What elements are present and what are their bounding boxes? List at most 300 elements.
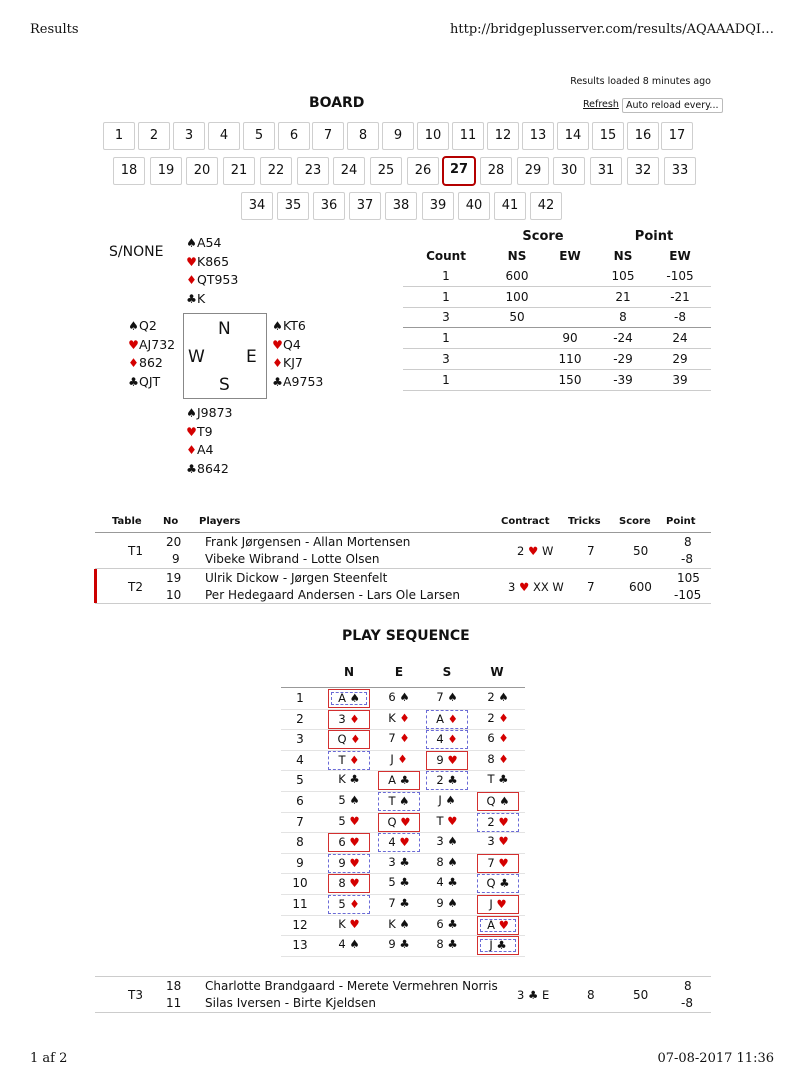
contract: 2 ♥ W bbox=[517, 544, 554, 558]
card-rank: A bbox=[338, 691, 346, 705]
col-no-header: No bbox=[163, 516, 179, 527]
east-clubs: A9753 bbox=[283, 373, 324, 389]
played-card-s bbox=[426, 710, 468, 729]
played-card-n bbox=[328, 771, 370, 790]
board-button-31[interactable]: 31 bbox=[590, 157, 622, 185]
card-rank: 2 bbox=[487, 710, 495, 725]
col-e-header: E bbox=[394, 665, 404, 679]
card-rank: 9 bbox=[388, 937, 396, 952]
heart-icon: ♥ bbox=[396, 814, 411, 829]
board-button-12[interactable]: 12 bbox=[487, 122, 519, 150]
card-rank: A bbox=[436, 711, 444, 726]
ew-point-cell: -21 bbox=[670, 289, 690, 304]
played-card-s bbox=[426, 936, 468, 955]
trick-number: 4 bbox=[296, 752, 304, 767]
players-ns: Frank Jørgensen - Allan Mortensen bbox=[205, 535, 411, 549]
spade-icon: ♠ bbox=[495, 794, 510, 808]
board-button-41[interactable]: 41 bbox=[494, 192, 526, 220]
col-table-header: Table bbox=[112, 516, 142, 527]
trick-number: 2 bbox=[296, 711, 304, 726]
played-card-s bbox=[426, 792, 468, 811]
diamond-icon: ♦ bbox=[443, 711, 458, 726]
club-icon: ♣ bbox=[443, 916, 458, 931]
heart-icon: ♥ bbox=[128, 337, 139, 352]
trick-number: 7 bbox=[296, 814, 304, 829]
heart-icon: ♥ bbox=[492, 897, 507, 911]
north-clubs: K bbox=[197, 290, 206, 306]
card-rank: J bbox=[489, 938, 493, 953]
spade-icon: ♠ bbox=[395, 690, 410, 704]
west-spades: Q2 bbox=[139, 318, 157, 333]
compass-east: E bbox=[246, 347, 257, 367]
ns-score-cell: 50 bbox=[509, 310, 525, 325]
count-cell: 1 bbox=[442, 372, 450, 387]
spade-icon: ♠ bbox=[441, 793, 456, 807]
north-diamonds: QT953 bbox=[197, 272, 239, 287]
count-cell: 1 bbox=[442, 331, 450, 346]
north-spades: A54 bbox=[197, 235, 222, 250]
diamond-icon: ♦ bbox=[345, 752, 360, 767]
card-rank: 7 bbox=[388, 896, 396, 910]
play-sequence-title: PLAY SEQUENCE bbox=[342, 628, 470, 644]
spade-icon: ♠ bbox=[186, 406, 197, 420]
ew-point-cell: -105 bbox=[666, 269, 694, 283]
heart-icon: ♥ bbox=[345, 876, 360, 891]
heart-icon: ♥ bbox=[186, 424, 197, 439]
diamond-icon: ♦ bbox=[494, 731, 509, 746]
col-w-header: W bbox=[490, 665, 504, 679]
board-button-29[interactable]: 29 bbox=[517, 157, 549, 185]
point-ew: -105 bbox=[674, 588, 702, 602]
card-rank: 9 bbox=[436, 752, 444, 767]
board-button-3[interactable]: 3 bbox=[173, 122, 205, 150]
played-card-e bbox=[378, 689, 420, 708]
card-rank: K bbox=[388, 916, 396, 931]
card-rank: 5 bbox=[338, 813, 346, 828]
diamond-icon: ♦ bbox=[128, 356, 139, 370]
trick-number: 9 bbox=[296, 855, 304, 870]
ns-score-header: NS bbox=[507, 249, 527, 263]
club-icon: ♣ bbox=[443, 937, 458, 952]
spade-icon: ♠ bbox=[345, 937, 360, 952]
card-rank: 4 bbox=[436, 875, 444, 890]
played-card-s bbox=[426, 813, 468, 832]
played-card-s bbox=[426, 854, 468, 873]
board-button-20[interactable]: 20 bbox=[186, 157, 218, 185]
played-card-n bbox=[328, 854, 370, 873]
card-rank: 3 bbox=[436, 834, 444, 849]
club-icon: ♣ bbox=[272, 374, 283, 389]
card-rank: J bbox=[438, 793, 442, 807]
card-rank: K bbox=[338, 772, 346, 787]
ns-point-cell: -29 bbox=[613, 351, 633, 366]
heart-icon: ♥ bbox=[345, 855, 360, 870]
pair-no-ns: 18 bbox=[166, 979, 182, 993]
tricks: 7 bbox=[587, 544, 595, 558]
played-card-n bbox=[328, 916, 370, 935]
diamond-icon: ♦ bbox=[443, 732, 458, 747]
diamond-icon: ♦ bbox=[272, 356, 283, 370]
heart-icon: ♥ bbox=[494, 814, 509, 829]
diamond-icon: ♦ bbox=[494, 710, 509, 725]
played-card-n bbox=[328, 936, 370, 955]
west-diamonds: 862 bbox=[139, 355, 163, 370]
tricks: 7 bbox=[587, 580, 595, 594]
card-rank: 2 bbox=[487, 690, 495, 704]
ew-score-cell: 110 bbox=[558, 351, 582, 366]
board-button-33[interactable]: 33 bbox=[664, 157, 696, 185]
spade-icon: ♠ bbox=[345, 691, 360, 705]
west-hearts: AJ732 bbox=[139, 336, 176, 352]
heart-icon: ♥ bbox=[345, 916, 360, 931]
board-button-35[interactable]: 35 bbox=[277, 192, 309, 220]
contract: 3 ♥ XX W bbox=[508, 580, 564, 594]
played-card-s bbox=[426, 771, 468, 790]
board-button-10[interactable]: 10 bbox=[417, 122, 449, 150]
played-card-n bbox=[328, 833, 370, 852]
board-button-28[interactable]: 28 bbox=[480, 157, 512, 185]
ew-score-cell: 90 bbox=[562, 331, 578, 346]
board-button-32[interactable]: 32 bbox=[627, 157, 659, 185]
played-card-n bbox=[328, 874, 370, 893]
played-card-s bbox=[426, 874, 468, 893]
card-rank: 2 bbox=[436, 773, 444, 788]
card-rank: T bbox=[388, 794, 396, 808]
heart-icon: ♥ bbox=[272, 337, 283, 352]
card-rank: Q bbox=[486, 876, 496, 891]
ns-point-cell: 8 bbox=[619, 310, 627, 325]
card-rank: 7 bbox=[436, 690, 444, 704]
south-hearts: T9 bbox=[197, 423, 213, 439]
east-diamonds: KJ7 bbox=[283, 355, 303, 370]
col-players-header: Players bbox=[199, 516, 241, 527]
played-card-n bbox=[328, 730, 370, 749]
card-rank: 4 bbox=[388, 835, 396, 850]
east-hearts: Q4 bbox=[283, 336, 301, 352]
table-id: T1 bbox=[128, 544, 143, 558]
played-card-w bbox=[477, 833, 519, 852]
page-number: 1 af 2 bbox=[30, 1051, 68, 1066]
board-button-13[interactable]: 13 bbox=[522, 122, 554, 150]
played-card-s bbox=[426, 689, 468, 708]
card-rank: K bbox=[388, 710, 396, 725]
heart-icon: ♥ bbox=[345, 835, 360, 850]
trick-number: 13 bbox=[292, 938, 308, 953]
compass-north: N bbox=[218, 319, 231, 339]
card-rank: Q bbox=[387, 814, 397, 829]
card-rank: 8 bbox=[338, 876, 346, 891]
col-s-header: S bbox=[442, 665, 452, 679]
ns-point-cell: -24 bbox=[613, 331, 633, 346]
board-button-39[interactable]: 39 bbox=[422, 192, 454, 220]
heart-icon: ♥ bbox=[395, 835, 410, 850]
board-button-17[interactable]: 17 bbox=[661, 122, 693, 150]
club-icon: ♣ bbox=[443, 875, 458, 890]
ns-point-header: NS bbox=[613, 249, 633, 263]
board-button-1[interactable]: 1 bbox=[103, 122, 135, 150]
trick-number: 12 bbox=[292, 917, 308, 932]
spade-icon: ♠ bbox=[443, 690, 458, 704]
club-icon: ♣ bbox=[186, 461, 197, 476]
board-button-18[interactable]: 18 bbox=[113, 157, 145, 185]
results-loaded-status: Results loaded 8 minutes ago bbox=[570, 76, 711, 87]
heart-icon: ♥ bbox=[186, 254, 197, 269]
played-card-e bbox=[378, 854, 420, 873]
played-card-e bbox=[378, 874, 420, 893]
board-button-21[interactable]: 21 bbox=[223, 157, 255, 185]
diamond-icon: ♦ bbox=[393, 751, 408, 766]
card-rank: T bbox=[487, 772, 495, 787]
played-card-s bbox=[426, 751, 468, 770]
trick-number: 6 bbox=[296, 794, 304, 808]
played-card-s bbox=[426, 730, 468, 749]
trick-number: 11 bbox=[292, 897, 308, 911]
board-button-23[interactable]: 23 bbox=[297, 157, 329, 185]
played-card-e bbox=[378, 792, 420, 811]
compass-box bbox=[183, 313, 267, 399]
ns-score-cell: 600 bbox=[505, 269, 529, 283]
trick-number: 3 bbox=[296, 732, 304, 747]
board-button-5[interactable]: 5 bbox=[243, 122, 275, 150]
played-card-n bbox=[328, 813, 370, 832]
card-rank: K bbox=[338, 916, 346, 931]
club-icon: ♣ bbox=[395, 773, 410, 788]
board-button-22[interactable]: 22 bbox=[260, 157, 292, 185]
played-card-s bbox=[426, 895, 468, 914]
card-rank: 5 bbox=[388, 875, 396, 890]
count-cell: 1 bbox=[442, 289, 450, 304]
board-button-4[interactable]: 4 bbox=[208, 122, 240, 150]
heart-icon: ♥ bbox=[443, 813, 458, 828]
played-card-n bbox=[328, 689, 370, 708]
board-button-40[interactable]: 40 bbox=[458, 192, 490, 220]
card-rank: T bbox=[338, 752, 346, 767]
tricks: 8 bbox=[587, 988, 595, 1002]
board-button-37[interactable]: 37 bbox=[349, 192, 381, 220]
pair-no-ew: 10 bbox=[166, 588, 182, 602]
count-cell: 1 bbox=[442, 269, 450, 283]
card-rank: J bbox=[489, 897, 493, 911]
table-id: T2 bbox=[128, 580, 143, 594]
score-group-header: Score bbox=[522, 229, 564, 244]
diamond-icon: ♦ bbox=[345, 897, 360, 911]
diamond-icon: ♦ bbox=[346, 732, 361, 747]
played-card-w bbox=[477, 751, 519, 770]
card-rank: 8 bbox=[436, 937, 444, 952]
compass-west: W bbox=[188, 347, 205, 367]
played-card-s bbox=[426, 916, 468, 935]
board-button-36[interactable]: 36 bbox=[313, 192, 345, 220]
players-ns: Ulrik Dickow - Jørgen Steenfelt bbox=[205, 571, 388, 585]
spade-icon: ♠ bbox=[443, 896, 458, 910]
east-spades: KT6 bbox=[283, 318, 306, 333]
card-rank: 8 bbox=[436, 854, 444, 869]
count-header: Count bbox=[426, 249, 466, 263]
played-card-e bbox=[378, 916, 420, 935]
played-card-w bbox=[477, 792, 519, 811]
spade-icon: ♠ bbox=[395, 794, 410, 808]
score: 600 bbox=[629, 580, 652, 594]
board-button-6[interactable]: 6 bbox=[278, 122, 310, 150]
board-button-14[interactable]: 14 bbox=[557, 122, 589, 150]
heart-icon: ♥ bbox=[443, 752, 458, 767]
card-rank: 6 bbox=[338, 835, 346, 850]
card-rank: 4 bbox=[436, 732, 444, 747]
page-header-title: Results bbox=[30, 22, 79, 37]
card-rank: Q bbox=[486, 794, 496, 808]
board-button-15[interactable]: 15 bbox=[592, 122, 624, 150]
point-ns: 105 bbox=[677, 571, 700, 585]
spade-icon: ♠ bbox=[443, 834, 458, 849]
board-button-7[interactable]: 7 bbox=[312, 122, 344, 150]
heart-icon: ♥ bbox=[494, 917, 509, 932]
spade-icon: ♠ bbox=[272, 319, 283, 333]
board-button-8[interactable]: 8 bbox=[347, 122, 379, 150]
board-button-24[interactable]: 24 bbox=[333, 157, 365, 185]
spade-icon: ♠ bbox=[395, 916, 410, 931]
ew-point-cell: -8 bbox=[674, 310, 686, 325]
refresh-link[interactable]: Refresh bbox=[583, 99, 619, 110]
played-card-n bbox=[328, 792, 370, 811]
card-rank: 4 bbox=[338, 937, 346, 952]
played-card-e bbox=[378, 771, 420, 790]
card-rank: A bbox=[487, 917, 495, 932]
heart-icon: ♥ bbox=[345, 813, 360, 828]
print-datetime: 07-08-2017 11:36 bbox=[657, 1051, 774, 1066]
diamond-icon: ♦ bbox=[395, 710, 410, 725]
ew-point-cell: 24 bbox=[672, 331, 688, 346]
card-rank: 5 bbox=[338, 897, 346, 911]
club-icon: ♣ bbox=[395, 875, 410, 890]
west-hand bbox=[128, 317, 175, 391]
club-icon: ♣ bbox=[186, 291, 197, 306]
ew-score-header: EW bbox=[559, 249, 581, 263]
board-button-9[interactable]: 9 bbox=[382, 122, 414, 150]
score: 50 bbox=[633, 988, 649, 1002]
played-card-w bbox=[477, 730, 519, 749]
spade-icon: ♠ bbox=[345, 793, 360, 807]
ew-score-cell: 150 bbox=[558, 372, 582, 387]
board-button-34[interactable]: 34 bbox=[241, 192, 273, 220]
club-icon: ♣ bbox=[492, 938, 507, 953]
pair-no-ns: 19 bbox=[166, 571, 182, 585]
count-cell: 3 bbox=[442, 351, 450, 366]
col-n-header: N bbox=[343, 665, 355, 679]
heart-icon: ♥ bbox=[527, 544, 539, 558]
board-heading: BOARD bbox=[309, 95, 365, 111]
diamond-icon: ♦ bbox=[186, 443, 197, 457]
played-card-e bbox=[378, 936, 420, 955]
players-ew: Vibeke Wibrand - Lotte Olsen bbox=[205, 552, 380, 566]
played-card-e bbox=[378, 813, 420, 832]
board-button-19[interactable]: 19 bbox=[150, 157, 182, 185]
heart-icon: ♥ bbox=[518, 580, 530, 594]
col-tricks-header: Tricks bbox=[568, 516, 601, 527]
ns-point-cell: -39 bbox=[613, 372, 633, 387]
score: 50 bbox=[633, 544, 649, 558]
board-button-25[interactable]: 25 bbox=[370, 157, 402, 185]
played-card-n bbox=[328, 710, 370, 729]
board-button-2[interactable]: 2 bbox=[138, 122, 170, 150]
ns-point-cell: 21 bbox=[615, 289, 631, 304]
board-button-27[interactable]: 27 bbox=[442, 156, 476, 186]
club-icon: ♣ bbox=[345, 772, 360, 787]
board-button-42[interactable]: 42 bbox=[530, 192, 562, 220]
played-card-e bbox=[378, 710, 420, 729]
spade-icon: ♠ bbox=[443, 854, 458, 869]
auto-reload-button[interactable]: Auto reload every... bbox=[622, 98, 723, 113]
played-card-w bbox=[477, 813, 519, 832]
card-rank: Q bbox=[337, 732, 347, 747]
played-card-e bbox=[378, 730, 420, 749]
heart-icon: ♥ bbox=[494, 834, 509, 849]
board-button-26[interactable]: 26 bbox=[407, 157, 439, 185]
played-card-e bbox=[378, 833, 420, 852]
heart-icon: ♥ bbox=[494, 855, 509, 870]
trick-number: 8 bbox=[296, 835, 304, 850]
point-ns: 8 bbox=[684, 979, 692, 993]
card-rank: 6 bbox=[436, 916, 444, 931]
played-card-n bbox=[328, 751, 370, 770]
card-rank: 7 bbox=[388, 731, 396, 746]
played-card-w bbox=[477, 916, 519, 935]
club-icon: ♣ bbox=[494, 772, 509, 787]
card-rank: A bbox=[388, 773, 396, 788]
players-ew: Per Hedegaard Andersen - Lars Ole Larsen bbox=[205, 588, 460, 602]
club-icon: ♣ bbox=[395, 937, 410, 952]
point-ew: -8 bbox=[681, 552, 693, 566]
played-card-n bbox=[328, 895, 370, 914]
trick-number: 10 bbox=[292, 876, 308, 891]
played-card-w bbox=[477, 689, 519, 708]
count-cell: 3 bbox=[442, 310, 450, 325]
card-rank: 9 bbox=[338, 855, 346, 870]
ew-point-header: EW bbox=[669, 249, 691, 263]
board-button-38[interactable]: 38 bbox=[385, 192, 417, 220]
ew-point-cell: 39 bbox=[672, 372, 688, 387]
page-header-url: http://bridgeplusserver.com/results/AQAAADQI… bbox=[450, 22, 774, 37]
card-rank: T bbox=[436, 813, 444, 828]
played-card-e bbox=[378, 895, 420, 914]
board-button-16[interactable]: 16 bbox=[627, 122, 659, 150]
card-rank: 7 bbox=[487, 855, 495, 870]
card-rank: 3 bbox=[388, 854, 396, 869]
contract: 3 ♣ E bbox=[517, 988, 550, 1002]
club-icon: ♣ bbox=[527, 988, 539, 1002]
board-button-11[interactable]: 11 bbox=[452, 122, 484, 150]
trick-number: 1 bbox=[296, 691, 304, 705]
compass-south: S bbox=[219, 375, 230, 395]
card-rank: 5 bbox=[338, 793, 346, 807]
pair-no-ns: 20 bbox=[166, 535, 182, 549]
point-group-header: Point bbox=[634, 229, 674, 244]
played-card-w bbox=[477, 874, 519, 893]
spade-icon: ♠ bbox=[494, 690, 509, 704]
club-icon: ♣ bbox=[495, 876, 510, 891]
played-card-s bbox=[426, 833, 468, 852]
col-contract-header: Contract bbox=[501, 516, 550, 527]
south-spades: J9873 bbox=[197, 405, 233, 420]
spade-icon: ♠ bbox=[128, 319, 139, 333]
board-button-30[interactable]: 30 bbox=[553, 157, 585, 185]
played-card-w bbox=[477, 936, 519, 955]
card-rank: 2 bbox=[487, 814, 495, 829]
dealer-vulnerability: S/NONE bbox=[109, 244, 164, 260]
played-card-w bbox=[477, 771, 519, 790]
played-card-e bbox=[378, 751, 420, 770]
west-clubs: QJT bbox=[139, 373, 161, 389]
diamond-icon: ♦ bbox=[494, 751, 509, 766]
